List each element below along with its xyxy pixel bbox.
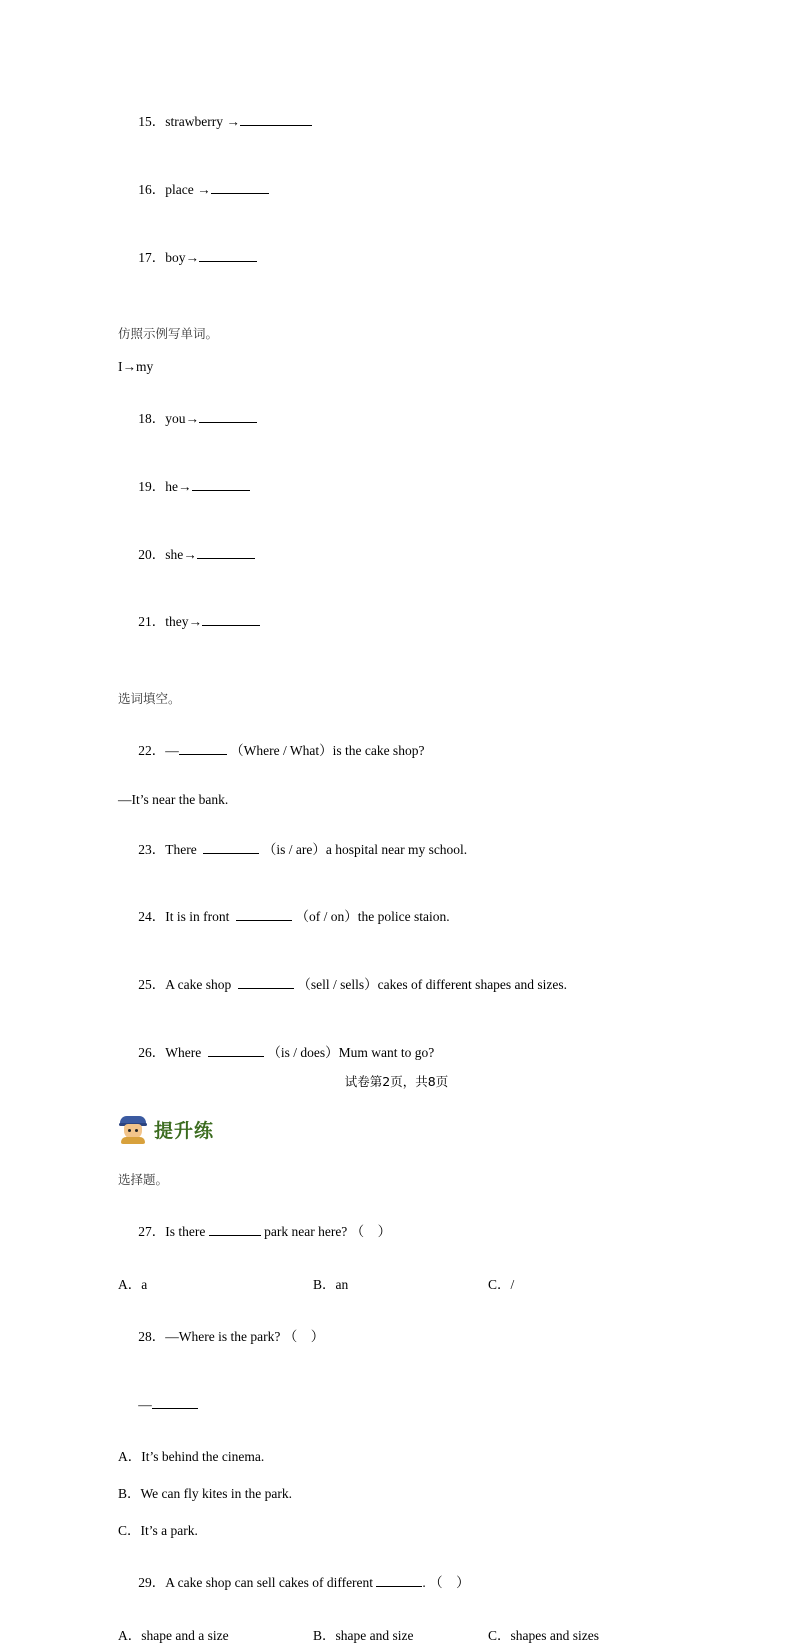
option-c[interactable] <box>488 1624 663 1644</box>
question-item <box>118 890 675 945</box>
question-number: 28． <box>138 1328 166 1344</box>
option-text: shapes and sizes <box>510 1627 599 1643</box>
question-number: 19． <box>138 478 166 494</box>
student-badge-icon <box>118 1114 148 1144</box>
answer-blank[interactable] <box>199 261 257 262</box>
section-heading: 仿照示例写单词。 <box>118 325 219 341</box>
question-text: she→ <box>165 546 197 562</box>
option-c[interactable] <box>488 1273 663 1293</box>
question-item <box>118 595 675 650</box>
section-word-transform <box>118 95 675 285</box>
question-item <box>118 822 675 877</box>
question-stem-post: （sell / sells）cakes of different shapes and sizes. <box>297 977 568 992</box>
question-answer-line: —It’s near the bank. <box>118 792 229 808</box>
option-b[interactable] <box>118 1482 675 1502</box>
question-stem-pre: Is there <box>165 1224 206 1240</box>
option-text: a <box>141 1276 148 1292</box>
answer-blank[interactable] <box>152 1408 198 1409</box>
option-label: A． <box>118 1449 142 1465</box>
answer-blank[interactable] <box>202 625 260 626</box>
question-item <box>118 1205 675 1260</box>
answer-blank[interactable] <box>211 193 269 194</box>
option-label: C． <box>488 1627 511 1643</box>
spacer <box>118 663 675 689</box>
option-label: B． <box>313 1627 336 1643</box>
option-label: B． <box>118 1486 141 1502</box>
banner-label: 提升练 <box>154 1119 215 1142</box>
question-stem-pre: There <box>165 841 197 857</box>
question-stem-pre: Where <box>165 1044 202 1060</box>
answer-blank[interactable] <box>203 853 259 854</box>
question-text: they→ <box>165 614 202 630</box>
section-heading: 选词填空。 <box>118 690 181 706</box>
question-item <box>118 392 675 447</box>
question-text: you→ <box>165 411 199 427</box>
answer-blank[interactable] <box>197 558 255 559</box>
answer-blank[interactable] <box>209 1235 261 1236</box>
option-label: B． <box>313 1276 336 1292</box>
option-a[interactable] <box>118 1273 313 1293</box>
option-text: shape and size <box>335 1627 414 1643</box>
option-text: / <box>510 1276 515 1292</box>
question-number: 26． <box>138 1044 166 1060</box>
answer-blank[interactable] <box>238 988 294 989</box>
question-number: 21． <box>138 614 166 630</box>
question-stem-post: （is / are）a hospital near my school. <box>262 841 468 857</box>
answer-blank[interactable] <box>179 754 227 755</box>
answer-blank[interactable] <box>208 1056 264 1057</box>
section-heading: 选择题。 <box>118 1172 169 1188</box>
question-stem-pre: —Where is the park? （ ） <box>165 1328 325 1344</box>
answer-blank[interactable] <box>236 920 292 921</box>
question-stem-post: . （ ） <box>422 1575 470 1591</box>
option-text: It’s a park. <box>140 1523 198 1539</box>
question-number: 25． <box>138 977 166 992</box>
question-item <box>118 527 675 582</box>
question-text: strawberry → <box>165 114 240 130</box>
question-stem-pre: It is in front <box>165 909 230 925</box>
question-number: 24． <box>138 909 166 925</box>
question-number: 16． <box>138 181 166 197</box>
question-stem-post: （Where / What）is the cake shop? <box>230 742 425 758</box>
question-stem-post: （is / does）Mum want to go? <box>267 1044 435 1060</box>
question-text: he→ <box>165 478 192 494</box>
option-label: C． <box>488 1276 511 1292</box>
option-text: an <box>335 1276 349 1292</box>
question-number: 20． <box>138 546 166 562</box>
answer-blank[interactable] <box>376 1586 422 1587</box>
spacer <box>118 298 675 324</box>
question-text: place → <box>165 181 211 197</box>
section-choose-word <box>118 689 675 1081</box>
question-item <box>118 230 675 285</box>
question-item <box>118 95 675 150</box>
option-label: A． <box>118 1276 142 1292</box>
section-imitate-example <box>118 324 675 650</box>
option-row <box>118 1273 675 1293</box>
option-row <box>118 1624 675 1644</box>
answer-blank[interactable] <box>240 125 312 126</box>
option-a[interactable] <box>118 1624 313 1644</box>
question-stem-post: park near here? （ ） <box>264 1224 392 1240</box>
question-number: 27． <box>138 1224 166 1240</box>
section-multiple-choice <box>118 1170 675 1644</box>
question-number: 18． <box>138 411 166 427</box>
question-answer-line <box>118 1377 675 1432</box>
option-b[interactable] <box>313 1273 488 1293</box>
option-text: shape and a size <box>141 1627 229 1643</box>
question-stem-pre: A cake shop <box>165 977 232 992</box>
answer-blank[interactable] <box>192 490 250 491</box>
question-stem-pre: A cake shop can sell cakes of different <box>165 1575 374 1591</box>
question-text: boy→ <box>165 249 199 265</box>
example-text: I→my <box>118 358 154 374</box>
option-label: A． <box>118 1627 142 1643</box>
answer-blank[interactable] <box>199 422 257 423</box>
question-item <box>118 163 675 218</box>
question-number: 29． <box>138 1575 166 1591</box>
question-number: 23． <box>138 841 166 857</box>
question-number: 17． <box>138 249 166 265</box>
option-a[interactable] <box>118 1445 675 1465</box>
page-footer: 试卷第2页，共8页 <box>344 1074 449 1089</box>
question-stem-pre: — <box>165 742 179 758</box>
question-item <box>118 1556 675 1611</box>
question-stem-post: （of / on）the police staion. <box>295 909 450 925</box>
option-b[interactable] <box>313 1624 488 1644</box>
question-item <box>118 1310 675 1365</box>
question-number: 15． <box>138 114 166 130</box>
question-item <box>118 958 675 1013</box>
option-text: It’s behind the cinema. <box>141 1449 265 1465</box>
question-item <box>118 724 675 779</box>
answer-dash: — <box>138 1396 152 1412</box>
option-c[interactable] <box>118 1519 675 1539</box>
option-label: C． <box>118 1523 141 1539</box>
option-text: We can fly kites in the park. <box>140 1486 293 1502</box>
question-number: 22． <box>138 742 166 758</box>
question-item <box>118 460 675 515</box>
section-banner-advanced <box>118 1114 675 1144</box>
